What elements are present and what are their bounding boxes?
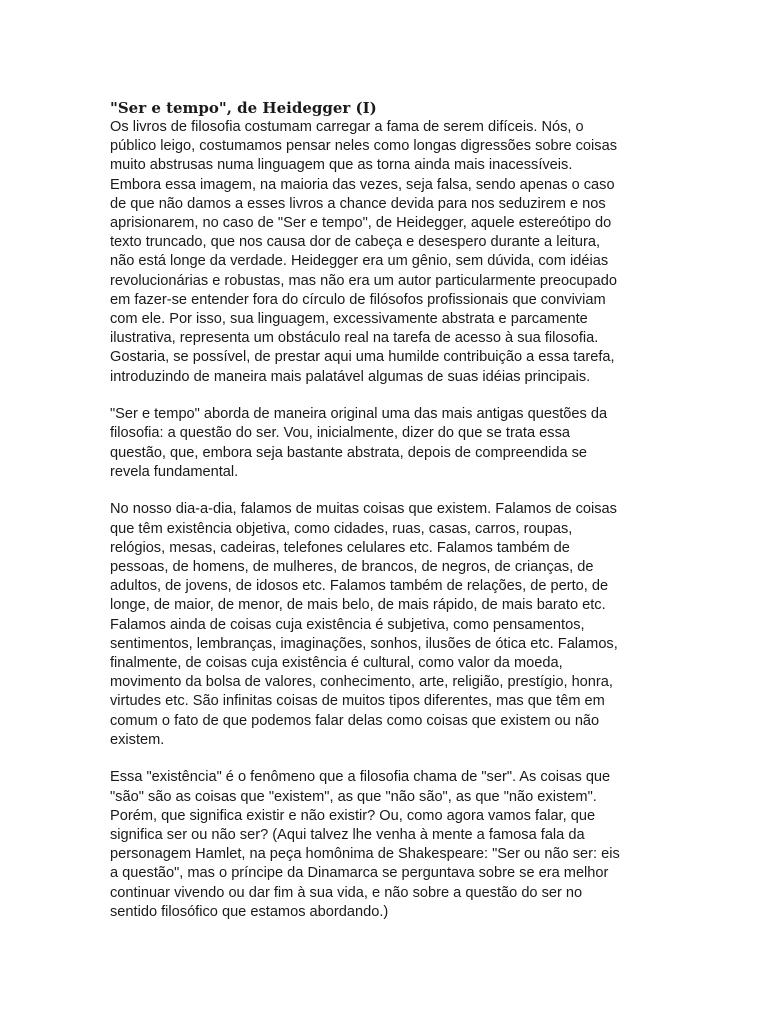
document-body [110,96,658,940]
paragraph-3: No nosso dia-a-dia, falamos de muitas coisas que existem. Falamos de coisas que têm existência objetiva, como cidades, ruas, casas, carros, roupas, relógios, mesas, cadeiras, telefones celulares etc. Falamos também de pessoas, de homens, de mulheres, de brancos, de negros, de crianças, de adultos, de jovens, de idosos etc. Falamos também de relações, de perto, de longe, de maior, de menor, de mais belo, de mais rápido, de mais barato etc. Falamos ainda de coisas cuja existência é subjetiva, como pensamentos, sentimentos, lembranças, imaginações, sonhos, ilusões de ótica etc. Falamos, finalmente, de coisas cuja existência é cultural, como valor da moeda, movimento da bolsa de valores, conhecimento, arte, religião, prestígio, honra, virtudes etc. São infinitas coisas de muitos tipos diferentes, mas que têm em comum o fato de que podemos falar delas como coisas que existem ou não existem. [110,501,618,748]
paragraph-1: Os livros de filosofia costumam carregar a fama de serem difíceis. Nós, o público leigo, costumamos pensar neles como longas digressões sobre coisas muito abstrusas numa linguagem que as torna ainda mais inacessíveis. Embora essa imagem, na maioria das vezes, seja falsa, sendo apenas o caso de que não damos a esses livros a chance devida para nos seduzirem e nos aprisionarem, no caso de "Ser e tempo", de Heidegger, aquele estereótipo do texto truncado, que nos causa dor de cabeça e desespero durante a leitura, não está longe da verdade. Heidegger era um gênio, sem dúvida, com idéias revolucionárias e robustas, mas não era um autor particularmente preocupado em fazer-se entender fora do círculo de filósofos profissionais que conviviam com ele. Por isso, sua linguagem, excessivamente abstrata e parcamente ilustrativa, representa um obstáculo real na tarefa de acesso à sua filosofia. Gostaria, se possível, de prestar aqui uma humilde contribuição a essa tarefa, introduzindo de maneira mais palatável algumas de suas idéias principais. [110,119,618,385]
document-title: "Ser e tempo", de Heidegger (I) [110,99,377,117]
paragraph-2: "Ser e tempo" aborda de maneira original uma das mais antigas questões da filosofia: a questão do ser. Vou, inicialmente, dizer do que se trata essa questão, que, embora seja bastante abstrata, depois de compreendida se revela fundamental. [110,406,608,480]
paragraph-4: Essa "existência" é o fenômeno que a filosofia chama de "ser". As coisas que "são" são as coisas que "existem", as que "não são", as que "não existem". Porém, que significa existir e não existir? Ou, como agora vamos falar, que significa ser ou não ser? (Aqui talvez lhe venha à mente a famosa fala da personagem Hamlet, na peça homônima de Shakespeare: "Ser ou não ser: eis a questão", mas o príncipe da Dinamarca se perguntava sobre se era melhor continuar vivendo ou dar fim à sua vida, e não sobre a questão do ser no sentido filosófico que estamos abordando.) [110,769,620,920]
